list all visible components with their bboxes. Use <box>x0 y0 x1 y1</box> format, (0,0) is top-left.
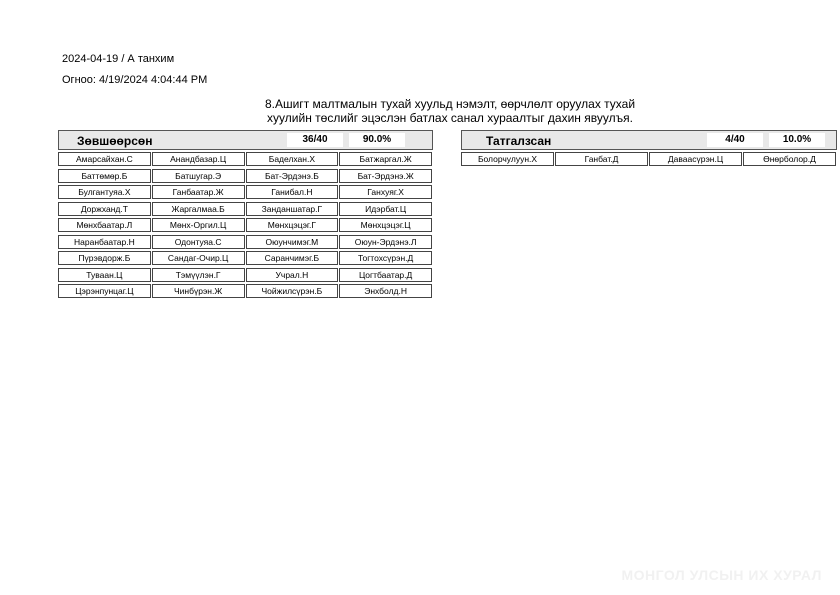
approved-panel <box>58 130 433 301</box>
member-name-cell: Наранбаатар.Н <box>58 235 151 249</box>
date-room-text: 2024-04-19 / А танхим <box>62 53 175 65</box>
member-name-cell: Туваан.Ц <box>58 268 151 282</box>
vote-title <box>200 97 700 125</box>
member-name-cell: Өнөрболор.Д <box>743 152 836 166</box>
member-name-cell: Батжаргал.Ж <box>339 152 432 166</box>
approved-count: 36/40 <box>287 133 343 147</box>
member-name-cell: Мөнхбаатар.Л <box>58 218 151 232</box>
member-name-cell: Сандаг-Очир.Ц <box>152 251 245 265</box>
rejected-names-grid <box>461 152 837 169</box>
member-name-cell: Оюун-Эрдэнэ.Л <box>339 235 432 249</box>
member-name-cell: Чойжилсүрэн.Б <box>246 284 339 298</box>
member-name-cell: Ганбат.Д <box>555 152 648 166</box>
member-name-cell: Цогтбаатар.Д <box>339 268 432 282</box>
member-name-cell: Даваасүрэн.Ц <box>649 152 742 166</box>
member-name-cell: Бат-Эрдэнэ.Ж <box>339 169 432 183</box>
member-name-cell: Булгантуяа.Х <box>58 185 151 199</box>
member-name-cell: Одонтуяа.С <box>152 235 245 249</box>
member-name-cell: Тэмүүлэн.Г <box>152 268 245 282</box>
rejected-header <box>461 130 837 150</box>
member-name-cell: Ганибал.Н <box>246 185 339 199</box>
member-name-cell: Занданшатар.Г <box>246 202 339 216</box>
rejected-label: Татгалзсан <box>486 134 552 148</box>
member-name-cell: Анандбазар.Ц <box>152 152 245 166</box>
member-name-cell: Чинбүрэн.Ж <box>152 284 245 298</box>
approved-label: Зөвшөөрсөн <box>77 134 153 148</box>
member-name-cell: Болорчулуун.Х <box>461 152 554 166</box>
member-name-cell: Оюунчимэг.М <box>246 235 339 249</box>
member-name-cell: Ганбаатар.Ж <box>152 185 245 199</box>
member-name-cell: Баделхан.Х <box>246 152 339 166</box>
member-name-cell: Идэрбат.Ц <box>339 202 432 216</box>
member-name-cell: Мөнхцэцэг.Г <box>246 218 339 232</box>
member-name-cell: Батшугар.Э <box>152 169 245 183</box>
member-name-cell: Амарсайхан.С <box>58 152 151 166</box>
rejected-count: 4/40 <box>707 133 763 147</box>
member-name-cell: Цэрэнпунцаг.Ц <box>58 284 151 298</box>
approved-names-grid <box>58 152 433 301</box>
member-name-cell: Учрал.Н <box>246 268 339 282</box>
member-name-cell: Мөнхцэцэг.Ц <box>339 218 432 232</box>
approved-header <box>58 130 433 150</box>
member-name-cell: Доржханд.Т <box>58 202 151 216</box>
member-name-cell: Ганхуяг.Х <box>339 185 432 199</box>
member-name-cell: Саранчимэг.Б <box>246 251 339 265</box>
member-name-cell: Баттөмөр.Б <box>58 169 151 183</box>
member-name-cell: Жаргалмаа.Б <box>152 202 245 216</box>
rejected-percent: 10.0% <box>769 133 825 147</box>
member-name-cell: Тогтохсүрэн.Д <box>339 251 432 265</box>
member-name-cell: Мөнх-Оргил.Ц <box>152 218 245 232</box>
member-name-cell: Энхболд.Н <box>339 284 432 298</box>
timestamp-text: Огноо: 4/19/2024 4:04:44 PM <box>62 74 208 86</box>
vote-title-line-1: 8.Ашигт малтмалын тухай хуульд нэмэлт, өөрчлөлт оруулах тухай <box>264 97 636 111</box>
member-name-cell: Пүрэвдорж.Б <box>58 251 151 265</box>
vote-title-line-2: хуулийн төслийг эцэслэн батлах санал хураалтыг дахин явуулъя. <box>267 111 633 125</box>
approved-percent: 90.0% <box>349 133 405 147</box>
watermark: МОНГОЛ УЛСЫН ИХ ХУРАЛ <box>621 567 822 583</box>
member-name-cell: Бат-Эрдэнэ.Б <box>246 169 339 183</box>
rejected-panel <box>461 130 837 169</box>
